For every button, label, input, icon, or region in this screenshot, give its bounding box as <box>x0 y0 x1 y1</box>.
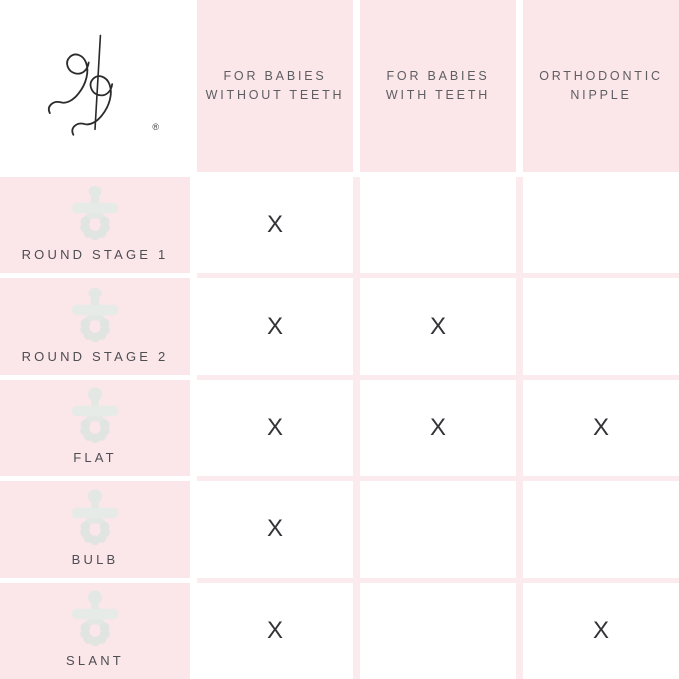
x-mark: X <box>266 211 283 239</box>
column-header-orthodontic-nipple <box>523 0 679 172</box>
row-label: FLAT <box>73 450 117 466</box>
matrix-cell-round-stage-2-col1 <box>197 278 353 374</box>
pacifier-round-stage-2-icon <box>67 285 123 343</box>
x-mark: X <box>592 413 609 441</box>
row-label-cell-slant <box>0 583 190 679</box>
matrix-cell-round-stage-2-col3 <box>523 278 679 374</box>
column-header-label: FOR BABIES WITH TEETH <box>385 68 491 102</box>
column-header-without-teeth <box>197 0 353 172</box>
row-label: ROUND STAGE 2 <box>21 348 169 364</box>
row-label-cell-round-stage-1 <box>0 177 190 273</box>
matrix-cell-flat-col1 <box>197 380 353 476</box>
pacifier-bulb-icon <box>67 488 123 546</box>
column-header-label: ORTHODONTIC NIPPLE <box>539 68 663 102</box>
matrix-cell-bulb-col1 <box>197 481 353 577</box>
rr-monogram-logo <box>39 30 159 142</box>
row-label: SLANT <box>66 652 124 668</box>
matrix-cell-slant-col3 <box>523 583 679 679</box>
matrix-cell-bulb-col3 <box>523 481 679 577</box>
x-mark: X <box>429 312 446 340</box>
x-mark: X <box>592 616 609 644</box>
matrix-cell-slant-col2 <box>360 583 516 679</box>
row-label: BULB <box>71 551 119 567</box>
matrix-cell-flat-col3 <box>523 380 679 476</box>
row-label-cell-round-stage-2 <box>0 278 190 374</box>
brand-logo-cell <box>0 0 190 172</box>
matrix-cell-round-stage-2-col2 <box>360 278 516 374</box>
row-label-cell-bulb <box>0 481 190 577</box>
matrix-cell-slant-col1 <box>197 583 353 679</box>
pacifier-round-stage-1-icon <box>67 183 123 241</box>
x-mark: X <box>266 312 283 340</box>
pacifier-flat-icon <box>67 386 123 444</box>
matrix-cell-round-stage-1-col2 <box>360 177 516 273</box>
column-header-with-teeth <box>360 0 516 172</box>
registered-trademark: ® <box>152 122 159 132</box>
column-header-label: FOR BABIES WITHOUT TEETH <box>205 68 345 102</box>
x-mark: X <box>266 413 283 441</box>
x-mark: X <box>266 616 283 644</box>
row-label: ROUND STAGE 1 <box>21 247 169 263</box>
row-label-cell-flat <box>0 380 190 476</box>
x-mark: X <box>266 515 283 543</box>
matrix-cell-round-stage-1-col3 <box>523 177 679 273</box>
matrix-cell-bulb-col2 <box>360 481 516 577</box>
pacifier-slant-icon <box>67 589 123 647</box>
matrix-cell-round-stage-1-col1 <box>197 177 353 273</box>
x-mark: X <box>429 413 446 441</box>
matrix-cell-flat-col2 <box>360 380 516 476</box>
